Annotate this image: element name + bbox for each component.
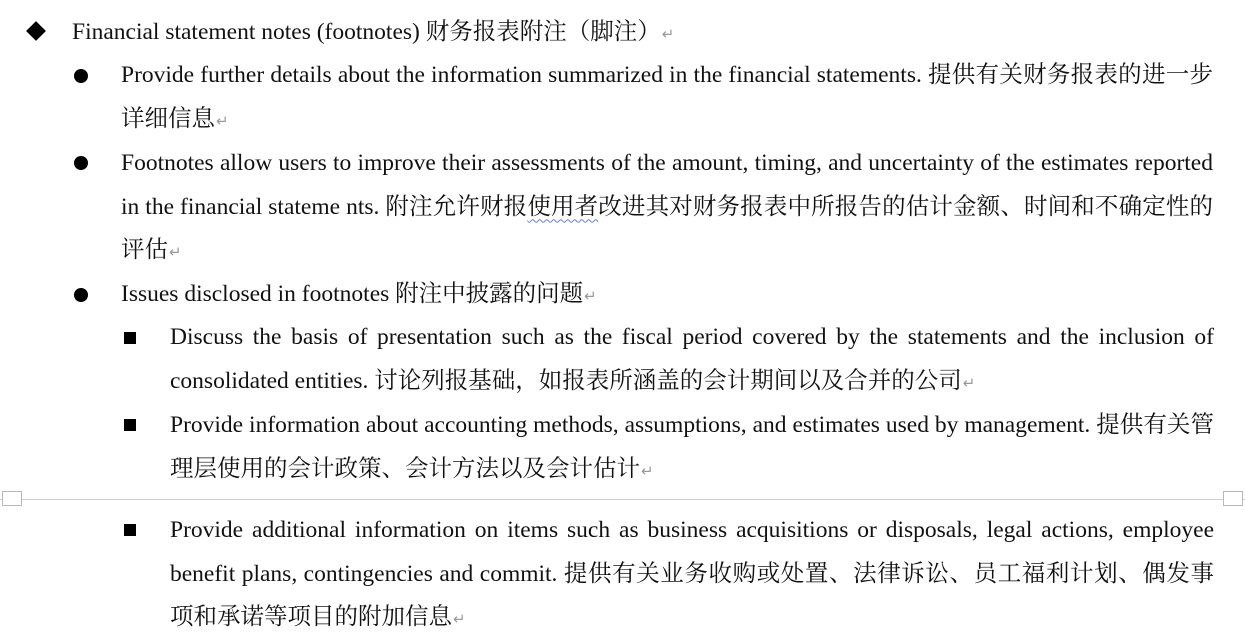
item-text-en: Financial statement notes (footnotes) bbox=[72, 19, 426, 45]
item-text-zh: 提供有关管理层使用的会计政策、会计方法以及会计估计 bbox=[170, 412, 1214, 482]
item-text-en: Discuss the basis of presentation such as the fiscal period covered by the statements and the inclusion of consolidated entities. bbox=[170, 324, 1214, 394]
list-item-level-3[interactable] bbox=[170, 509, 1214, 642]
item-text-zh: 提供有关财务报表的进一步详细信息 bbox=[121, 62, 1213, 132]
paragraph-mark-icon: ↵ bbox=[584, 287, 597, 305]
paragraph-mark-icon: ↵ bbox=[962, 373, 976, 392]
page-break-right-handle-icon[interactable] bbox=[1223, 491, 1243, 506]
square-bullet-icon bbox=[124, 419, 136, 431]
paragraph-mark-icon: ↵ bbox=[641, 461, 654, 480]
item-text-en: Provide information about accounting methods, assumptions, and estimates used by management. bbox=[170, 412, 1097, 438]
item-text-en: Provide further details about the information summarized in the financial statements. bbox=[121, 62, 928, 88]
list-item-level-2[interactable] bbox=[121, 54, 1213, 143]
list-item-level-2[interactable] bbox=[121, 273, 1213, 319]
list-item-level-2[interactable] bbox=[121, 142, 1213, 275]
square-bullet-icon bbox=[124, 524, 136, 536]
paragraph-mark-icon: ↵ bbox=[453, 610, 466, 628]
circle-bullet-icon bbox=[74, 288, 88, 302]
paragraph-mark-icon: ↵ bbox=[661, 25, 675, 43]
paragraph-mark-icon: ↵ bbox=[169, 243, 182, 261]
item-text-en: Provide additional information on items such as business acquisitions or disposals, legal actions, employee benefit plans, contingencies and commit. bbox=[170, 517, 1214, 587]
diamond-bullet-icon bbox=[26, 21, 46, 41]
circle-bullet-icon bbox=[74, 156, 88, 170]
list-item-level-1[interactable] bbox=[72, 11, 1217, 57]
item-text-zh: 改进其对财务报表中所报告的估计金额、时间和不确定性的评估 bbox=[121, 193, 1214, 263]
list-item-level-3[interactable] bbox=[170, 316, 1214, 405]
item-text-zh: 财务报表附注（脚注） bbox=[425, 19, 661, 45]
square-bullet-icon bbox=[124, 332, 136, 344]
page-break-left-handle-icon[interactable] bbox=[2, 491, 22, 506]
item-text-zh: 提供有关业务收购或处置、法律诉讼、员工福利计划、偶发事项和承诺等项目的附加信息 bbox=[170, 560, 1215, 630]
spellcheck-underlined-text[interactable]: 使用者 bbox=[527, 193, 599, 220]
item-text-en: Issues disclosed in footnotes bbox=[121, 281, 396, 307]
circle-bullet-icon bbox=[74, 69, 88, 83]
paragraph-mark-icon: ↵ bbox=[216, 111, 229, 130]
list-item-level-3[interactable] bbox=[170, 404, 1214, 493]
page-break-line bbox=[0, 499, 1245, 500]
item-text-zh: 附注中披露的问题 bbox=[395, 281, 584, 307]
item-text-en: Footnotes allow users to improve their assessments of the amount, timing, and uncertainty of the estimates reported in the financial stateme nts. bbox=[121, 150, 1213, 220]
item-text-zh: 讨论列报基础，如报表所涵盖的会计期间以及合并的公司 bbox=[374, 367, 962, 394]
item-text-zh: 附注允许财报 bbox=[385, 193, 528, 220]
